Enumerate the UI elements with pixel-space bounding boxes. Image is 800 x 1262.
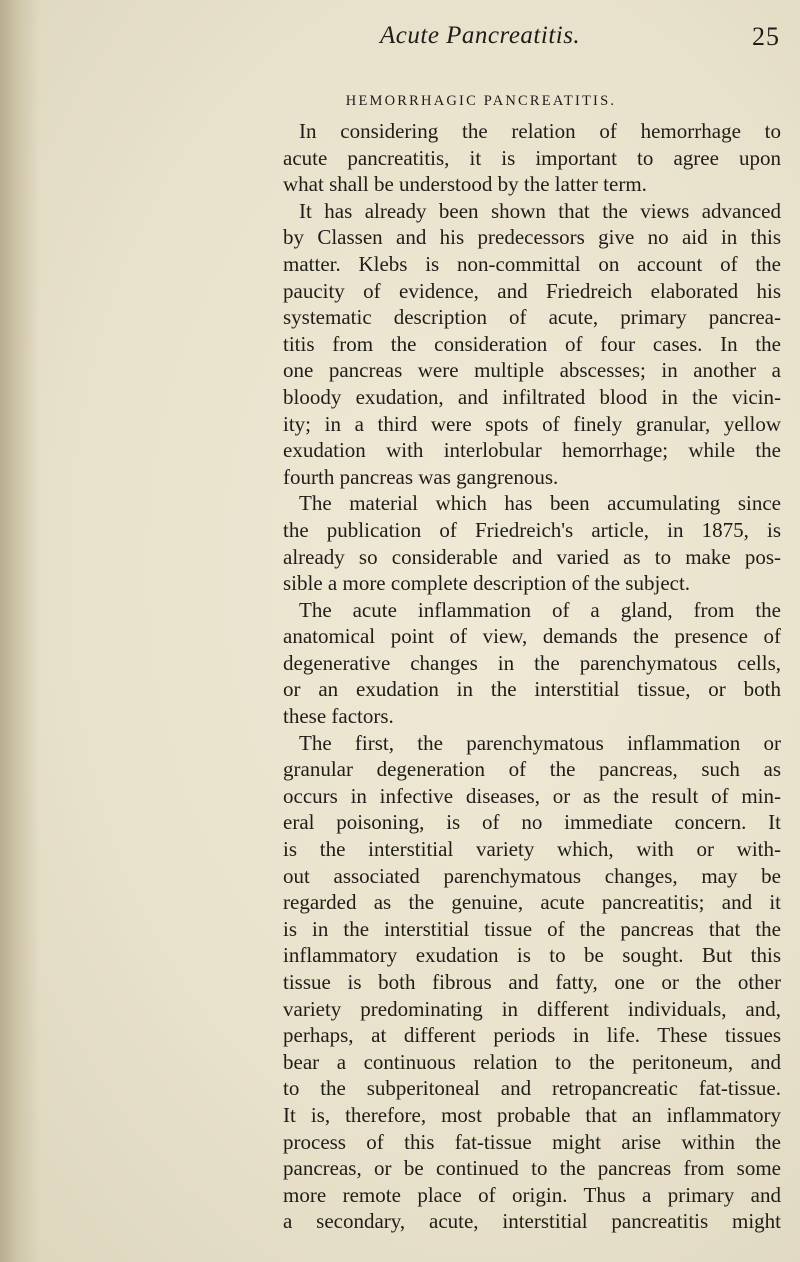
text-line: The material which has been accumulating since bbox=[299, 491, 781, 516]
text-line: what shall be understood by the latter term. bbox=[283, 172, 647, 197]
text-line: process of this fat-tissue might arise within the bbox=[283, 1129, 781, 1154]
text-line: more remote place of origin. Thus a primary and bbox=[283, 1182, 781, 1207]
body-text bbox=[283, 118, 781, 1235]
text-line: the publication of Friedreich's article, in 1875, is bbox=[283, 517, 781, 542]
text-line: degenerative changes in the parenchymatous cells, bbox=[283, 650, 781, 675]
text-line: or an exudation in the interstitial tissue, or both bbox=[283, 677, 781, 702]
text-line: acute pancreatitis, it is important to agree upon bbox=[283, 145, 781, 170]
text-line: pancreas, or be continued to the pancreas from some bbox=[283, 1156, 781, 1181]
text-line: sible a more complete description of the subject. bbox=[283, 571, 691, 596]
text-line: ity; in a third were spots of finely granular, yellow bbox=[283, 411, 781, 436]
running-header bbox=[300, 22, 780, 56]
text-line: occurs in infective diseases, or as the result of min- bbox=[283, 783, 781, 808]
text-line: already so considerable and varied as to make pos- bbox=[283, 544, 781, 569]
page-number: 25 bbox=[752, 22, 780, 51]
text-line: systematic description of acute, primary pancrea- bbox=[283, 305, 781, 330]
text-line: one pancreas were multiple abscesses; in another a bbox=[283, 358, 781, 383]
text-line: granular degeneration of the pancreas, such as bbox=[283, 757, 781, 782]
text-line: The first, the parenchymatous inflammation or bbox=[299, 730, 781, 755]
text-line: matter. Klebs is non-committal on account of the bbox=[283, 251, 781, 276]
text-line: In considering the relation of hemorrhage to bbox=[299, 119, 781, 143]
text-line: anatomical point of view, demands the presence of bbox=[283, 624, 781, 649]
text-line: It has already been shown that the views advanced bbox=[299, 198, 781, 223]
text-line: bloody exudation, and infiltrated blood in the vicin- bbox=[283, 384, 781, 409]
page-gutter-shadow bbox=[0, 0, 40, 1262]
text-line: these factors. bbox=[283, 704, 394, 729]
text-line: to the subperitoneal and retropancreatic fat-tissue. bbox=[283, 1076, 781, 1101]
text-line: is the interstitial variety which, with or with- bbox=[283, 837, 781, 862]
text-line: It is, therefore, most probable that an inflammatory bbox=[283, 1102, 781, 1127]
text-line: exudation with interlobular hemorrhage; while the bbox=[283, 438, 781, 463]
text-line: inflammatory exudation is to be sought. But this bbox=[283, 943, 781, 968]
text-line: by Classen and his predecessors give no aid in this bbox=[283, 225, 781, 250]
text-line: tissue is both fibrous and fatty, one or the other bbox=[283, 970, 781, 994]
text-line: paucity of evidence, and Friedreich elaborated his bbox=[283, 278, 781, 303]
text-line: regarded as the genuine, acute pancreatitis; and it bbox=[283, 890, 781, 915]
text-line: a secondary, acute, interstitial pancreatitis might bbox=[283, 1209, 781, 1234]
text-line: out associated parenchymatous changes, may be bbox=[283, 863, 781, 888]
text-line: is in the interstitial tissue of the pancreas that the bbox=[283, 916, 781, 941]
text-line: titis from the consideration of four cases. In the bbox=[283, 331, 781, 356]
section-heading: HEMORRHAGIC PANCREATITIS. bbox=[345, 93, 617, 109]
running-title: Acute Pancreatitis. bbox=[380, 22, 581, 49]
text-line: The acute inflammation of a gland, from the bbox=[299, 597, 781, 622]
text-line: eral poisoning, is of no immediate concern. It bbox=[283, 810, 781, 835]
text-line: bear a continuous relation to the peritoneum, and bbox=[283, 1049, 781, 1074]
text-line: variety predominating in different individuals, and, bbox=[283, 996, 781, 1021]
text-line: fourth pancreas was gangrenous. bbox=[283, 464, 559, 489]
text-line: perhaps, at different periods in life. These tissues bbox=[283, 1023, 781, 1048]
